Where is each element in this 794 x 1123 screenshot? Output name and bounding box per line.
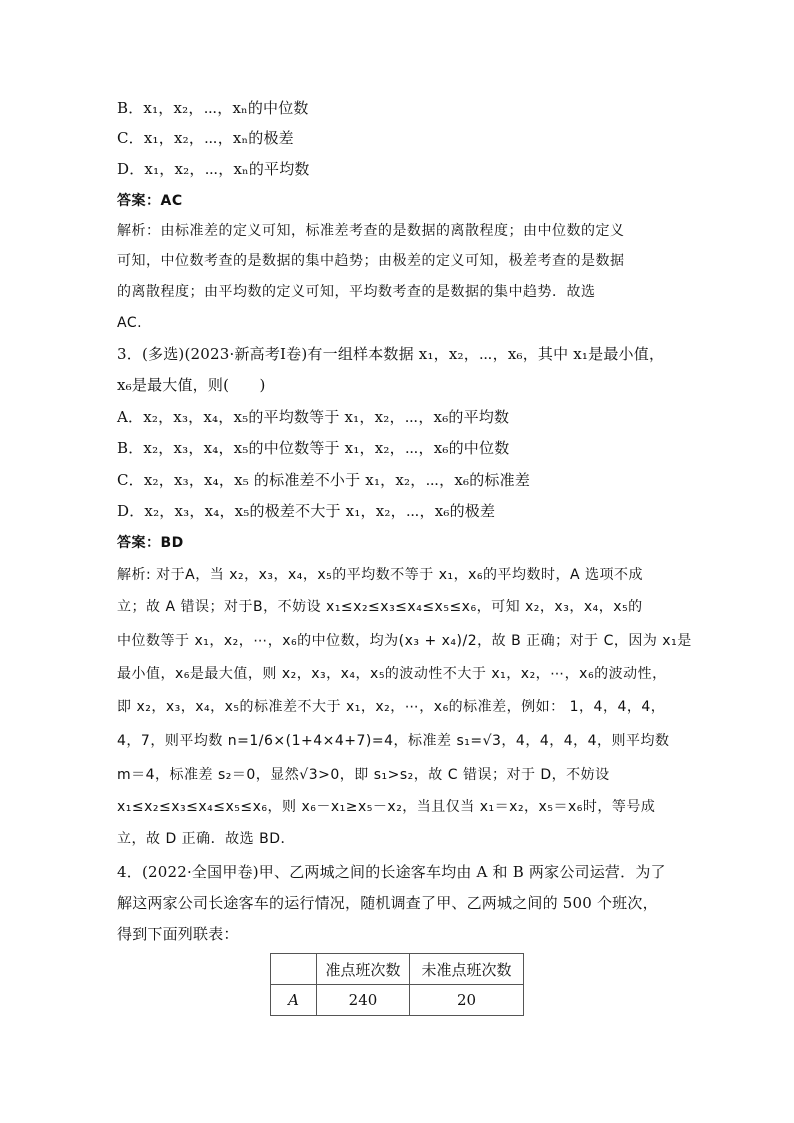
table-row bbox=[271, 985, 524, 1016]
analysis-q2-line: AC. bbox=[117, 315, 143, 331]
question-4-stem: 解这两家公司长途客车的运行情况，随机调查了甲、乙两城之间的 500 个班次， bbox=[117, 894, 658, 912]
analysis-q3-line: x₁≤x₂≤x₃≤x₄≤x₅≤x₆，则 x₆－x₁≥x₅－x₂，当且仅当 x₁＝x₂，x₅＝x₆时，等号成 bbox=[117, 799, 656, 815]
question-3-stem: 3．(多选)(2023·新高考Ⅰ卷)有一组样本数据 x₁，x₂，⋯，x₆，其中 x₁是最小值， bbox=[117, 345, 665, 363]
option-b: B．x₁，x₂，⋯，xₙ的中位数 bbox=[117, 99, 309, 117]
analysis-q3-line: 立，故 D 正确．故选 BD． bbox=[117, 831, 296, 847]
table-cell: A bbox=[271, 985, 317, 1016]
option-d: D．x₁，x₂，⋯，xₙ的平均数 bbox=[117, 160, 310, 178]
table-header-cell bbox=[271, 954, 317, 985]
analysis-q2-line: 解析：由标准差的定义可知，标准差考查的是数据的离散程度；由中位数的定义 bbox=[117, 223, 625, 239]
table-cell: 240 bbox=[317, 985, 410, 1016]
question-3-stem: x₆是最大值，则( ) bbox=[117, 376, 266, 394]
q3-option-d: D．x₂，x₃，x₄，x₅的极差不大于 x₁，x₂，⋯，x₆的极差 bbox=[117, 502, 496, 520]
analysis-q2-line: 的离散程度；由平均数的定义可知，平均数考查的是数据的集中趋势．故选 bbox=[117, 284, 596, 300]
q3-option-a: A．x₂，x₃，x₄，x₅的平均数等于 x₁，x₂，⋯，x₆的平均数 bbox=[117, 408, 510, 426]
q3-option-c: C．x₂，x₃，x₄，x₅ 的标准差不小于 x₁，x₂，⋯，x₆的标准差 bbox=[117, 471, 531, 489]
analysis-q3-line: 中位数等于 x₁，x₂，⋯，x₆的中位数，均为(x₃ + x₄)/2，故 B 正确；对于 C，因为 x₁是 bbox=[117, 633, 692, 649]
answer-q2: 答案：AC bbox=[117, 193, 183, 209]
option-c: C．x₁，x₂，⋯，xₙ的极差 bbox=[117, 129, 294, 147]
question-4-stem: 4．(2022·全国甲卷)甲、乙两城之间的长途客车均由 A 和 B 两家公司运营．为了 bbox=[117, 863, 666, 881]
analysis-q3-line: m＝4，标准差 s₂＝0，显然√3>0，即 s₁>s₂，故 C 错误；对于 D，不妨设 bbox=[117, 767, 610, 783]
answer-q3: 答案：BD bbox=[117, 535, 184, 551]
analysis-q3-line: 最小值，x₆是最大值，则 x₂，x₃，x₄，x₅的波动性不大于 x₁，x₂，⋯，x₆的波动性， bbox=[117, 666, 667, 682]
table-header-row bbox=[271, 954, 524, 985]
table-header-cell: 未准点班次数 bbox=[410, 954, 524, 985]
analysis-q3-line: 即 x₂，x₃，x₄，x₅的标准差不大于 x₁，x₂，⋯，x₆的标准差，例如： 1，4，4，4， bbox=[117, 699, 666, 715]
analysis-q3-line: 立；故 A 错误；对于B，不妨设 x₁≤x₂≤x₃≤x₄≤x₅≤x₆，可知 x₂，x₃，x₄，x₅的 bbox=[117, 599, 643, 615]
analysis-q3-line: 解析: 对于A，当 x₂，x₃，x₄，x₅的平均数不等于 x₁，x₆的平均数时，A 选项不成 bbox=[117, 567, 644, 583]
analysis-q3-line: 4，7，则平均数 n=1/6×(1+4×4+7)=4，标准差 s₁=√3，4，4，4，4，则平均数 bbox=[117, 733, 670, 749]
q3-option-b: B．x₂，x₃，x₄，x₅的中位数等于 x₁，x₂，⋯，x₆的中位数 bbox=[117, 439, 510, 457]
table-header-cell: 准点班次数 bbox=[317, 954, 410, 985]
analysis-q2-line: 可知，中位数考查的是数据的集中趋势；由极差的定义可知，极差考查的是数据 bbox=[117, 253, 625, 269]
contingency-table bbox=[270, 953, 524, 1016]
question-4-stem: 得到下面列联表： bbox=[117, 925, 239, 943]
table-cell: 20 bbox=[410, 985, 524, 1016]
